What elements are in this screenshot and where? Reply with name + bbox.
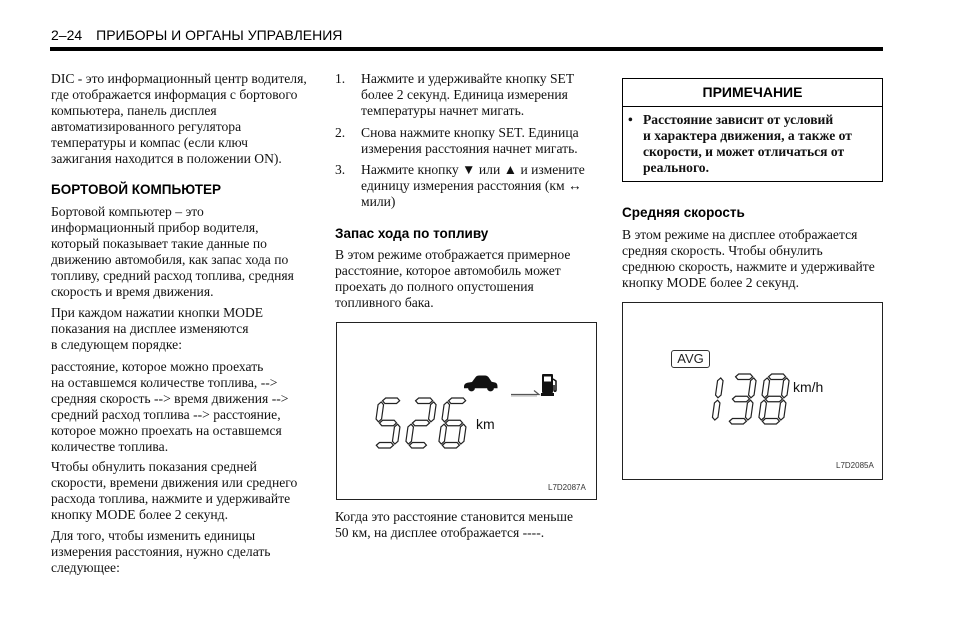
lcd-segment-g	[379, 420, 396, 426]
note-box	[622, 78, 883, 182]
mode-order-paragraph	[51, 359, 316, 455]
numbered-step	[335, 162, 597, 210]
text-line: измерения расстояния начнет мигать.	[361, 141, 578, 156]
numbered-step	[335, 125, 597, 157]
range-unit: km	[476, 416, 495, 432]
text-line: кнопку MODE более 2 секунд.	[51, 507, 228, 522]
text-line: В этом режиме отображается примерное	[335, 247, 571, 262]
note-text	[643, 112, 882, 176]
bullet-icon: •	[628, 112, 633, 127]
text-line: автоматизированного регулятора	[51, 119, 242, 134]
text-line: на оставшемся количестве топлива, -->	[51, 375, 278, 390]
note-body	[623, 107, 882, 176]
text-line: топливного бака.	[335, 295, 434, 310]
text-line: более 2 секунд. Единица измерения	[361, 87, 568, 102]
text-line: единицу измерения расстояния (км ↔	[361, 178, 582, 193]
text-line: Расстояние зависит от условий	[643, 112, 834, 127]
avg-speed-paragraph	[622, 227, 883, 291]
arrow-icon	[510, 387, 541, 397]
text-line: Чтобы обнулить показания средней	[51, 459, 257, 474]
lcd-digit-6	[439, 398, 466, 448]
lcd-segment-d	[376, 443, 393, 449]
text-line: В этом режиме на дисплее отображается	[622, 227, 858, 242]
text-line: расстояние, которое можно проехать	[51, 359, 264, 374]
lcd-segment-c	[745, 400, 753, 420]
lcd-segment-a	[383, 398, 400, 404]
avg-mode-badge: AVG	[671, 350, 710, 368]
range-display-figure	[336, 322, 597, 500]
text-line: температуры и компас (если ключ	[51, 135, 248, 150]
lcd-segment-d	[442, 443, 459, 449]
text-line: скорости, и может отличаться от	[643, 144, 845, 159]
lcd-segment-f	[762, 378, 770, 398]
text-line: измерения расстояния, нужно сделать	[51, 544, 271, 559]
text-line: расстояние, которое автомобиль может	[335, 263, 561, 278]
avg-unit: km/h	[793, 379, 824, 395]
text-line: реального.	[643, 160, 709, 175]
figure-code: L7D2087A	[548, 483, 586, 492]
text-line: где отображается информация с бортового	[51, 87, 298, 102]
text-line: температуры начнет мигать.	[361, 103, 525, 118]
lcd-segment-b	[716, 378, 724, 398]
page-header	[51, 27, 342, 43]
avg-display-figure	[622, 302, 883, 480]
page-number: 2–24	[51, 27, 83, 43]
description-paragraph	[51, 204, 316, 300]
lcd-segment-c	[458, 424, 466, 444]
intro-paragraph	[51, 71, 316, 167]
step-number: 3.	[335, 162, 346, 177]
mode-paragraph	[51, 305, 316, 353]
text-line: Бортовой компьютер – это	[51, 204, 204, 219]
range-lcd-value	[372, 397, 472, 449]
note-title: ПРИМЕЧАНИЕ	[623, 79, 882, 107]
step-number: 1.	[335, 71, 346, 86]
lcd-digit-3	[729, 374, 756, 424]
text-line: Когда это расстояние становится меньше	[335, 509, 573, 524]
text-line: количестве топлива.	[51, 439, 169, 454]
lcd-segment-d	[729, 419, 746, 425]
lcd-segment-d	[409, 443, 426, 449]
avg-lcd-value	[692, 373, 792, 425]
text-line: которое можно проехать на оставшемся	[51, 423, 282, 438]
text-line: информационный прибор водителя,	[51, 220, 259, 235]
section-heading: БОРТОВОЙ КОМПЬЮТЕР	[51, 182, 222, 197]
lcd-segment-g	[445, 420, 462, 426]
lcd-segment-c	[712, 400, 720, 420]
text-line: расхода топлива, нажмите и удерживайте	[51, 491, 291, 506]
lcd-segment-g	[412, 420, 429, 426]
lcd-digit-5	[376, 398, 400, 448]
text-line: 50 км, на дисплее отображается ----.	[335, 525, 545, 540]
text-line: мили)	[361, 194, 396, 209]
lcd-segment-f	[376, 402, 384, 422]
lcd-digit-8	[759, 374, 789, 424]
figure-code: L7D2085A	[836, 461, 874, 470]
reset-paragraph	[51, 459, 316, 523]
text-line: средний расход топлива --> расстояние,	[51, 407, 281, 422]
lcd-segment-a	[736, 374, 753, 380]
lcd-digit-2	[406, 398, 436, 448]
lcd-segment-e	[406, 424, 414, 444]
text-line: и характера движения, а также от	[643, 128, 852, 143]
lcd-segment-e	[439, 424, 447, 444]
middle-column	[335, 71, 597, 541]
left-column	[51, 71, 316, 576]
lcd-segment-g	[732, 396, 749, 402]
text-line: DIC - это информационный центр водителя,	[51, 71, 307, 86]
text-line: среднюю скорость, нажмите и удерживайте	[622, 259, 875, 274]
text-line: показания на дисплее изменяются	[51, 321, 249, 336]
lcd-segment-b	[782, 378, 790, 398]
numbered-step	[335, 71, 597, 119]
avg-speed-heading: Средняя скорость	[622, 205, 745, 220]
right-column	[622, 78, 883, 480]
header-rule	[50, 47, 883, 51]
step-number: 2.	[335, 125, 346, 140]
lcd-segment-e	[759, 400, 767, 420]
lcd-segment-a	[449, 398, 466, 404]
text-line: следующее:	[51, 560, 120, 575]
text-line: который показывает такие данные по	[51, 236, 267, 251]
text-line: проехать до полного опустошения	[335, 279, 534, 294]
fuel-pump-icon	[541, 373, 559, 397]
text-line: Для того, чтобы изменить единицы	[51, 528, 256, 543]
lcd-segment-a	[769, 374, 786, 380]
text-line: скорости, времени движения или среднего	[51, 475, 298, 490]
text-line: средняя скорость --> время движения -->	[51, 391, 289, 406]
text-line: Нажмите кнопку ▼ или ▲ и измените	[361, 162, 585, 177]
lcd-segment-g	[765, 396, 782, 402]
text-line: Нажмите и удерживайте кнопку SET	[361, 71, 575, 86]
lcd-segment-f	[442, 402, 450, 422]
text-line: движению автомобиля, как запас хода по	[51, 252, 289, 267]
text-line: в следующем порядке:	[51, 337, 182, 352]
lcd-segment-c	[392, 424, 400, 444]
text-line: топливу, средний расход топлива, средняя	[51, 268, 294, 283]
section-title: ПРИБОРЫ И ОРГАНЫ УПРАВЛЕНИЯ	[96, 27, 343, 43]
range-heading: Запас хода по топливу	[335, 226, 489, 241]
text-line: зажигания находится в положении ON).	[51, 151, 282, 166]
text-line: Снова нажмите кнопку SET. Единица	[361, 125, 579, 140]
text-line: При каждом нажатии кнопки MODE	[51, 305, 264, 320]
car-icon	[463, 374, 498, 392]
lcd-segment-a	[416, 398, 433, 404]
range-low-paragraph	[335, 509, 597, 541]
lcd-digit-1	[712, 378, 723, 420]
text-line: скорость и время движения.	[51, 284, 214, 299]
lcd-segment-c	[778, 400, 786, 420]
lcd-segment-d	[762, 419, 779, 425]
units-paragraph	[51, 528, 316, 576]
text-line: компьютера, панель дисплея	[51, 103, 217, 118]
text-line: средняя скорость. Чтобы обнулить	[622, 243, 823, 258]
text-line: кнопку MODE более 2 секунд.	[622, 275, 799, 290]
lcd-segment-b	[749, 378, 757, 398]
range-paragraph	[335, 247, 597, 311]
lcd-segment-b	[429, 402, 437, 422]
